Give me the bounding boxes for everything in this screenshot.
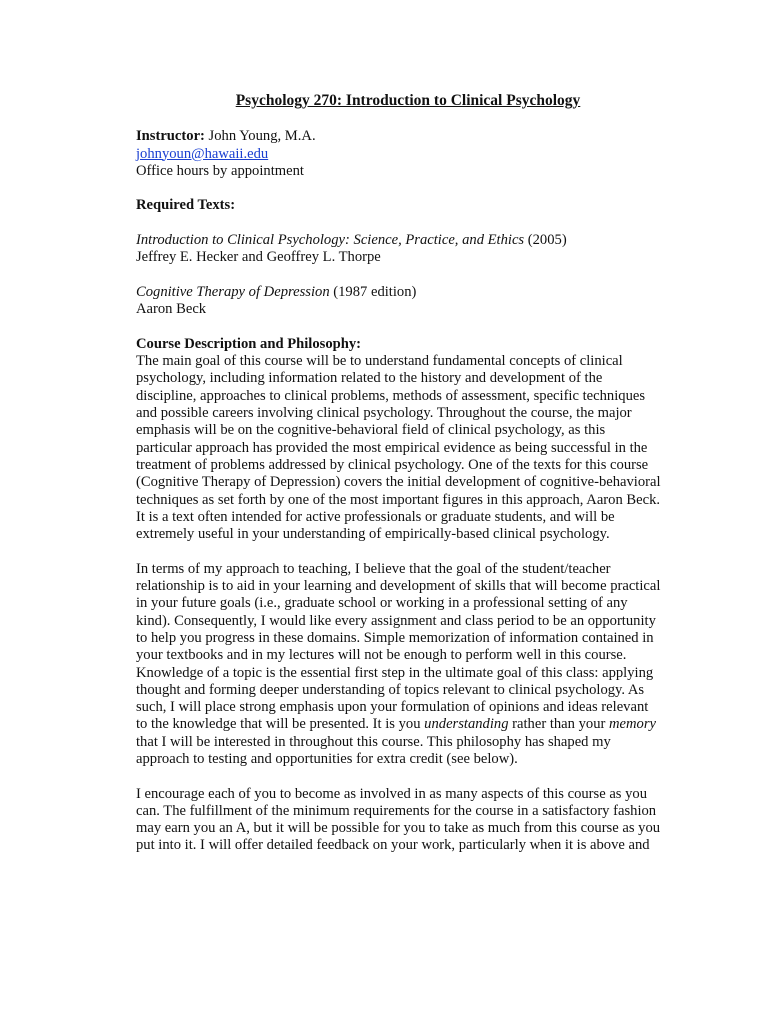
page-title: Psychology 270: Introduction to Clinical Psychology bbox=[235, 92, 581, 109]
paragraph-line: The main goal of this course will be to understand fundamental concepts of clinical bbox=[136, 353, 623, 370]
paragraph-line: your textbooks and in my lectures will not be enough to perform well in this course. bbox=[136, 647, 627, 664]
book-authors: Aaron Beck bbox=[136, 301, 207, 318]
paragraph-line: such, I will place strong emphasis upon your formulation of opinions and ideas relevant bbox=[136, 699, 649, 716]
paragraph-line: relationship is to aid in your learning and development of skills that will become practical bbox=[136, 578, 661, 595]
paragraph-line: techniques as set forth by one of the most important figures in this approach, Aaron Beck. bbox=[136, 491, 661, 508]
book-edition: (1987 edition) bbox=[329, 283, 417, 300]
paragraph-line: put into it. I will offer detailed feedback on your work, particularly when it is above and bbox=[136, 837, 650, 854]
book-entry bbox=[136, 232, 696, 267]
paragraph-line: may earn you an A, but it will be possible for you to take as much from this course as you bbox=[136, 820, 661, 837]
paragraph-line: discipline, approaches to clinical problems, methods of assessment, specific techniques bbox=[136, 387, 646, 404]
paragraph-line: and possible careers involving clinical psychology. Throughout the course, the major bbox=[136, 405, 632, 422]
paragraph-line: treatment of problems addressed by clinical psychology. One of the texts for this course bbox=[136, 456, 649, 473]
emphasis-memory: memory bbox=[609, 716, 657, 733]
book-entry bbox=[136, 284, 696, 319]
instructor-block bbox=[136, 128, 696, 180]
description-paragraph-1 bbox=[136, 353, 696, 543]
book-title: Introduction to Clinical Psychology: Science, Practice, and Ethics bbox=[136, 232, 525, 249]
paragraph-line: Knowledge of a topic is the essential first step in the ultimate goal of this class: applying bbox=[136, 664, 654, 681]
paragraph-line: (Cognitive Therapy of Depression) covers the initial development of cognitive-behavioral bbox=[136, 474, 661, 491]
syllabus-page bbox=[136, 92, 696, 855]
book-authors: Jeffrey E. Hecker and Geoffrey L. Thorpe bbox=[136, 249, 381, 266]
paragraph-line: particular approach has provided the most empirical evidence as being successful in the bbox=[136, 439, 648, 456]
paragraph-line: emphasis will be on the cognitive-behavioral field of clinical psychology, as this bbox=[136, 422, 606, 439]
paragraph-line: that I will be interested in throughout this course. This philosophy has shaped my bbox=[136, 733, 611, 750]
course-description-heading: Course Description and Philosophy: bbox=[136, 335, 362, 352]
paragraph-line: In terms of my approach to teaching, I believe that the goal of the student/teacher bbox=[136, 560, 611, 577]
instructor-line bbox=[136, 128, 696, 145]
paragraph-line: It is a text often intended for active professionals or graduate students, and will be bbox=[136, 508, 615, 525]
paragraph-line: can. The fulfillment of the minimum requirements for the course in a satisfactory fashion bbox=[136, 802, 657, 819]
description-paragraph-2 bbox=[136, 561, 696, 769]
paragraph-line: extremely useful in your understanding of empirically-based clinical psychology. bbox=[136, 526, 610, 543]
paragraph-line: to help you progress in these domains. Simple memorization of information contained in bbox=[136, 629, 654, 646]
paragraph-line: in your future goals (i.e., graduate school or working in a professional setting of any bbox=[136, 595, 628, 612]
book-edition: (2005) bbox=[524, 232, 567, 249]
paragraph-line: approach to testing and opportunities for extra credit (see below). bbox=[136, 750, 518, 767]
instructor-name: John Young, M.A. bbox=[204, 128, 316, 145]
office-hours: Office hours by appointment bbox=[136, 162, 304, 179]
paragraph-line: I encourage each of you to become as involved in as many aspects of this course as you bbox=[136, 785, 648, 802]
description-paragraph-3 bbox=[136, 786, 696, 855]
emphasis-understanding: understanding bbox=[424, 716, 509, 733]
book-title: Cognitive Therapy of Depression bbox=[136, 283, 330, 300]
paragraph-line: psychology, including information related to the history and development of the bbox=[136, 370, 603, 387]
instructor-email-link[interactable]: johnyoun@hawaii.edu bbox=[136, 145, 269, 162]
paragraph-line: to the knowledge that will be presented. It is you understanding rather than your memory bbox=[136, 716, 657, 733]
instructor-label: Instructor: bbox=[136, 128, 205, 145]
required-texts-heading: Required Texts: bbox=[136, 197, 236, 214]
paragraph-line: thought and forming deeper understanding of topics relevant to clinical psychology. As bbox=[136, 681, 645, 698]
paragraph-line: kind). Consequently, I would like every assignment and class period to be an opportunity bbox=[136, 612, 656, 629]
